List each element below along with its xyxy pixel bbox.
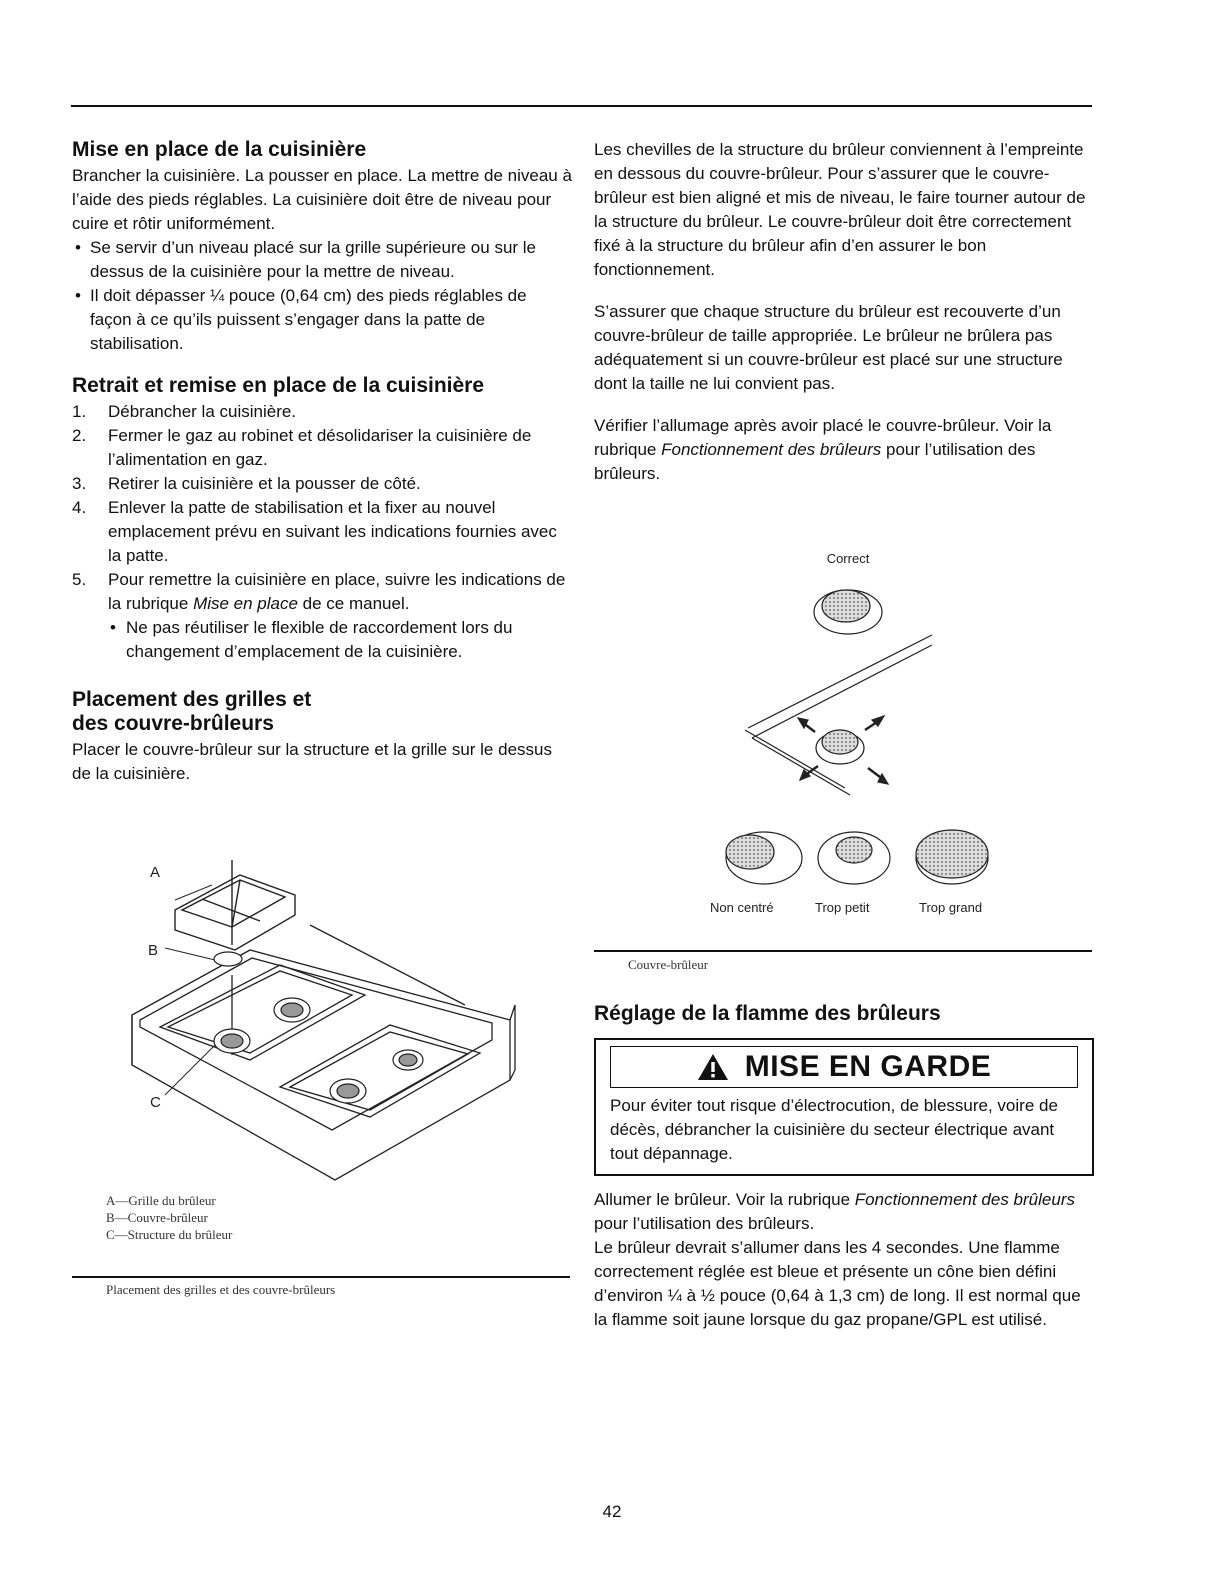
section-heading-flame: Réglage de la flamme des brûleurs — [594, 1002, 941, 1025]
list-item: 4. Enlever la patte de stabilisation et la fixer au nouvel emplacement prévu en suivant les indications fournies avec la patte. — [72, 498, 557, 565]
label-trop-petit: Trop petit — [815, 900, 870, 915]
correct-label: Correct — [826, 551, 870, 566]
right-paragraph-2: S’assurer que chaque structure du brûleur est recouverte d’un couvre-brûleur de taille appropriée. Le brûleur ne brûlera pas adéquatement si un couvre-brûleur est placé sur une structure dont la taille ne lui convient pas. — [594, 302, 1063, 393]
label-b: B — [148, 942, 159, 959]
right-paragraph-1: Les chevilles de la structure du brûleur conviennent à l’empreinte en dessous du couvre-brûleur. Pour s’assurer que le couvre-brûleur est bien aligné et mis de niveau, le faire tourner autour de la structure du brûleur. Le couvre-brûleur doit être correctement fixé à la structure du brûleur afin d’en assurer le bon fonctionnement. — [594, 140, 1086, 279]
cooktop-illustration — [120, 855, 540, 1185]
section-heading-removal: Retrait et remise en place de la cuisinière — [72, 374, 485, 397]
grates-paragraph: Placer le couvre-brûleur sur la structure et la grille sur le dessus de la cuisinière. — [72, 740, 552, 783]
list-item: 1. Débrancher la cuisinière. — [72, 402, 297, 421]
installation-bullets — [72, 236, 572, 356]
legend-item: B—Couvre-brûleur — [106, 1210, 208, 1225]
label-trop-grand: Trop grand — [919, 900, 983, 915]
legend-item: A—Grille du brûleur — [106, 1193, 216, 1208]
flame-section — [594, 1002, 1094, 1332]
section-heading-installation: Mise en place de la cuisinière — [72, 138, 367, 161]
figure-caption-left: Placement des grilles et des couvre-brûleurs — [106, 1282, 336, 1297]
list-item: 5. Pour remettre la cuisinière en place, suivre les indications de la rubrique Mise en place de ce manuel. — [72, 570, 566, 613]
burner-cap-illustration — [700, 580, 1020, 900]
page-number: 42 — [602, 1502, 622, 1521]
section-heading-grates: Placement des grilles et des couvre-brûleurs — [72, 688, 312, 735]
legend-item: C—Structure du brûleur — [106, 1227, 233, 1242]
warning-title: MISE EN GARDE — [610, 1046, 1078, 1088]
label-non-centre: Non centré — [710, 900, 774, 915]
caption-rule-right — [594, 950, 1092, 952]
burner-cap-labels — [700, 900, 1010, 920]
flame-paragraph-2: Le brûleur devrait s’allumer dans les 4 secondes. Une flamme correctement réglée est bleue et présente un cône bien défini d’environ ¼ à ½ pouce (0,64 à 1,3 cm) de long. Il est normal que la flamme soit jaune lorsque du gaz propane/GPL est utilisé. — [594, 1238, 1081, 1329]
list-item: 2. Fermer le gaz au robinet et désolidariser la cuisinière de l’alimentation en gaz. — [72, 426, 532, 469]
list-item: 3. Retirer la cuisinière et la pousser de côté. — [72, 474, 421, 493]
right-paragraph-3: Vérifier l’allumage après avoir placé le couvre-brûleur. Voir la rubrique Fonctionnement des brûleurs pour l’utilisation des brûleurs. — [594, 416, 1052, 483]
figure-legend — [106, 1192, 232, 1243]
label-c: C — [150, 1094, 161, 1111]
installation-paragraph: Brancher la cuisinière. La pousser en place. La mettre de niveau à l’aide des pieds réglables. La cuisinière doit être de niveau pour cuire et rôtir uniformément. — [72, 166, 572, 233]
label-a: A — [150, 864, 161, 881]
figure-caption-right: Couvre-brûleur — [628, 957, 709, 972]
caption-rule-left — [72, 1276, 570, 1278]
list-item: • Il doit dépasser ¼ pouce (0,64 cm) des pieds réglables de façon à ce qu’ils puissent s’engager dans la patte de stabilisation. — [72, 284, 572, 356]
sub-bullet: • Ne pas réutiliser le flexible de raccordement lors du changement d’emplacement de la cuisinière. — [72, 616, 572, 664]
list-item: • Se servir d’un niveau placé sur la grille supérieure ou sur le dessus de la cuisinière pour la mettre de niveau. — [72, 236, 572, 284]
left-column — [72, 138, 572, 786]
flame-paragraph-1: Allumer le brûleur. Voir la rubrique Fonctionnement des brûleurs pour l’utilisation des brûleurs. — [594, 1190, 1075, 1233]
right-column — [594, 138, 1094, 486]
warning-text: Pour éviter tout risque d’électrocution, de blessure, voire de décès, débrancher la cuisinière du secteur électrique avant tout dépannage. — [610, 1096, 1058, 1163]
top-rule — [71, 105, 1092, 107]
removal-steps — [72, 400, 572, 616]
warning-icon — [697, 1053, 729, 1081]
warning-box — [594, 1038, 1094, 1176]
